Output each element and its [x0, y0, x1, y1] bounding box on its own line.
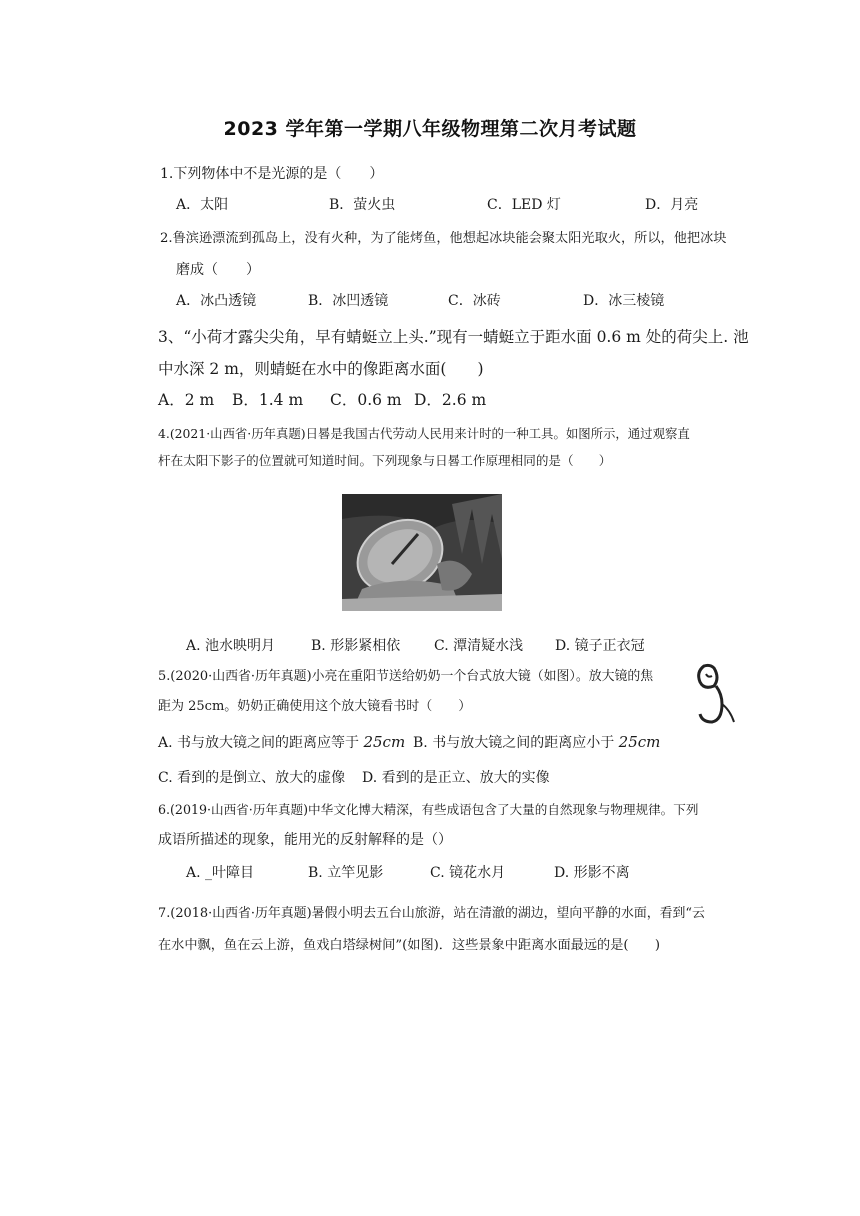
q3-option-d: D．2.6 m: [414, 391, 487, 409]
q6-option-a: A. _叶障目: [186, 865, 255, 881]
q5-stem-line2: 距为 25cm。奶奶正确使用这个放大镜看书时（ ）: [158, 699, 472, 714]
sundial-photo: [342, 494, 502, 611]
q6-stem-line1: 6.(2019·山西省·历年真题)中华文化博大精深，有些成语包含了大量的自然现象与物理规律。下列: [158, 802, 699, 817]
q5-option-b-text: B. 书与放大镜之间的距离应小于: [413, 735, 615, 751]
q7-stem-line1: 7.(2018·山西省·历年真题)暑假小明去五台山旅游，站在清澈的湖边，望向平静的水面，看到“云: [158, 906, 705, 921]
q1-stem: 1.下列物体中不是光源的是（ ）: [160, 166, 384, 182]
q6-option-d: D. 形影不离: [554, 865, 630, 881]
q6-stem-line2: 成语所描述的现象，能用光的反射解释的是（）: [158, 832, 452, 848]
q5-option-a-text: A. 书与放大镜之间的距离应等于: [158, 735, 360, 751]
exam-title: 2023 学年第一学期八年级物理第二次月考试题: [223, 118, 637, 140]
q7-stem-line2: 在水中飘，鱼在云上游，鱼戏白塔绿树间”(如图)．这些景象中距离水面最远的是( ): [158, 938, 661, 953]
q5-option-b-unit: 25cm: [618, 733, 661, 751]
q1-option-a: A．太阳: [176, 197, 229, 213]
q6-option-b: B. 立竿见影: [308, 865, 384, 881]
q2-option-d: D．冰三棱镜: [583, 293, 665, 309]
q5-option-c: C. 看到的是倒立、放大的虚像: [158, 770, 346, 786]
q2-option-c: C．冰砖: [448, 293, 501, 309]
q2-stem-line2: 磨成（ ）: [176, 262, 260, 278]
q4-option-c: C. 潭清疑水浅: [434, 638, 524, 654]
q3-option-a: A．2 m: [158, 391, 215, 409]
q2-option-a: A．冰凸透镜: [176, 293, 257, 309]
q5-option-d: D. 看到的是正立、放大的实像: [362, 770, 550, 786]
sundial-illustration: [342, 494, 502, 611]
q3-option-c: C．0.6 m: [330, 391, 402, 409]
q3-stem-line1: 3、“小荷才露尖尖角，早有蜻蜓立上头.”现有一蜻蜓立于距水面 0.6 m 处的荷尖上. 池: [158, 328, 749, 346]
q5-option-a-unit: 25cm: [363, 733, 406, 751]
q4-option-b: B. 形影紧相依: [311, 638, 401, 654]
q4-stem-line2: 杆在太阳下影子的位置就可知道时间。下列现象与日晷工作原理相同的是（ ）: [158, 453, 612, 468]
q5-stem-line1: 5.(2020·山西省·历年真题)小亮在重阳节送给奶奶一个台式放大镜（如图）。放大镜的焦: [158, 669, 654, 684]
q1-option-c: C．LED 灯: [487, 197, 561, 213]
q3-stem-line2: 中水深 2 m，则蜻蜓在水中的像距离水面( ): [158, 360, 484, 378]
magnifier-sketch: [694, 660, 744, 730]
q6-option-c: C. 镜花水月: [430, 865, 506, 881]
q2-option-b: B．冰凹透镜: [308, 293, 389, 309]
q4-option-a: A. 池水映明月: [186, 638, 276, 654]
q1-option-d: D．月亮: [645, 197, 699, 213]
q4-option-d: D. 镜子正衣冠: [555, 638, 645, 654]
q3-option-b: B．1.4 m: [232, 391, 304, 409]
q4-stem-line1: 4.(2021·山西省·历年真题)日晷是我国古代劳动人民用来计时的一种工具。如图所示，通过观察直: [158, 426, 690, 441]
q5-option-a: [158, 733, 405, 752]
q2-stem-line1: 2.鲁滨逊漂流到孤岛上，没有火种，为了能烤鱼，他想起冰块能会聚太阳光取火，所以，他把冰块: [160, 231, 727, 246]
q1-option-b: B．萤火虫: [329, 197, 396, 213]
q5-option-b: [413, 733, 660, 752]
